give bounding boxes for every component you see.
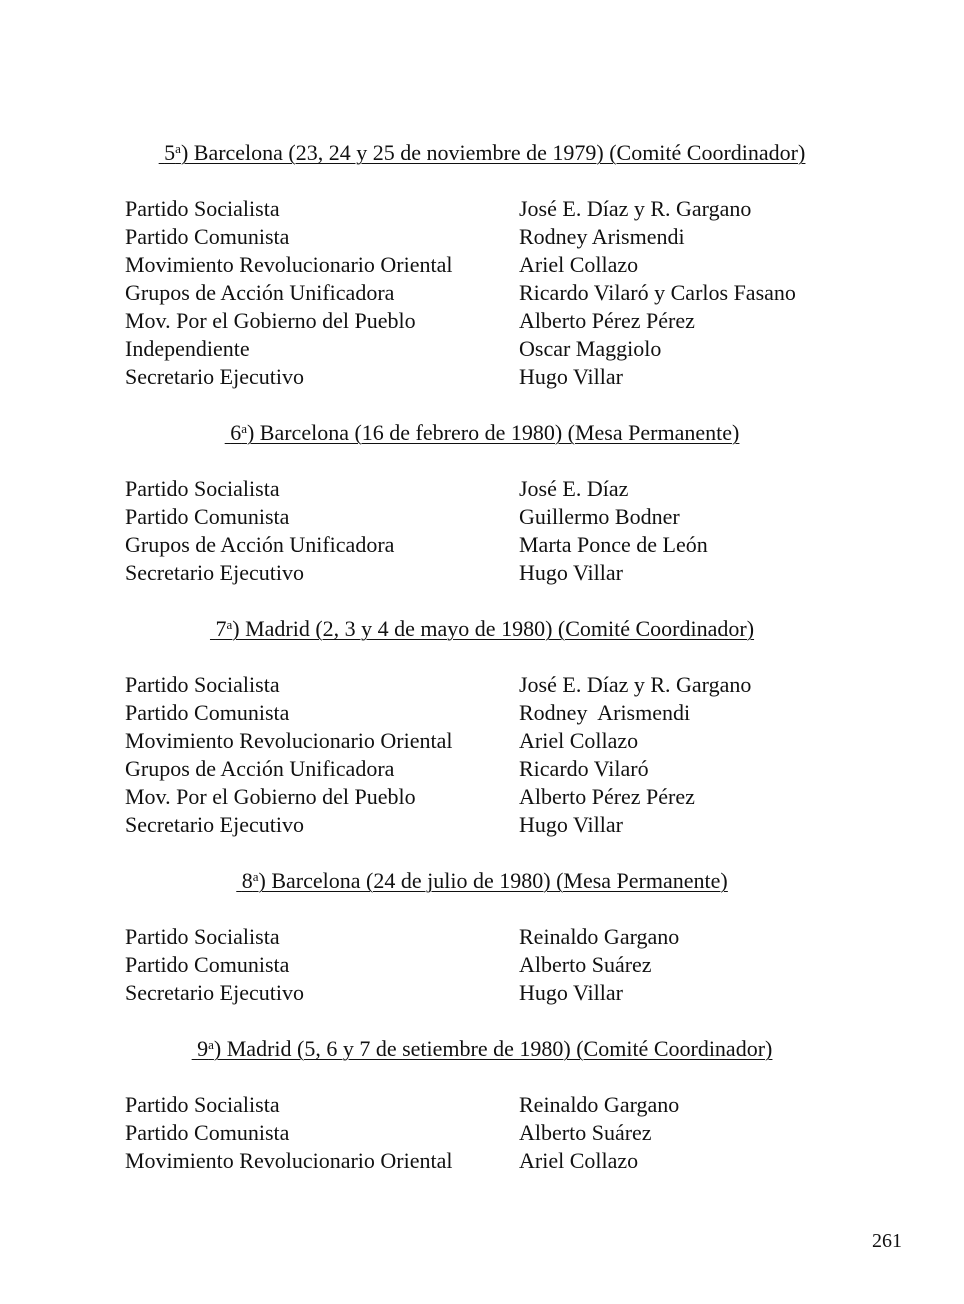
delegates-list <box>125 475 885 587</box>
delegate-name: Alberto Pérez Pérez <box>519 784 695 809</box>
section-title: ) Barcelona (23, 24 y 25 de noviembre de 1979) (Comité Coordinador) <box>180 140 806 165</box>
section-title: ) Barcelona (24 de julio de 1980) (Mesa Permanente) <box>258 868 728 893</box>
delegate-name: Oscar Maggiolo <box>519 336 662 361</box>
party-name: Partido Socialista <box>125 196 280 221</box>
party-name: Partido Comunista <box>125 1120 290 1145</box>
delegate-row <box>125 503 885 531</box>
section-ordinal: a <box>241 421 247 436</box>
section-title: ) Barcelona (16 de febrero de 1980) (Mesa Permanente) <box>246 420 740 445</box>
section-heading <box>0 419 964 447</box>
party-name: Secretario Ejecutivo <box>125 364 304 389</box>
delegate-row <box>125 951 885 979</box>
delegate-name: José E. Díaz y R. Gargano <box>519 672 752 697</box>
section-number: 8 <box>241 868 253 893</box>
delegate-row <box>125 279 885 307</box>
party-name: Mov. Por el Gobierno del Pueblo <box>125 784 416 809</box>
party-name: Partido Comunista <box>125 224 290 249</box>
section-heading-text <box>236 868 727 893</box>
party-name: Partido Socialista <box>125 476 280 501</box>
delegate-name: Reinaldo Gargano <box>519 924 680 949</box>
section-ordinal: a <box>208 1037 214 1052</box>
delegate-name: Alberto Suárez <box>519 1120 652 1145</box>
delegate-name: Hugo Villar <box>519 812 623 837</box>
party-name: Secretario Ejecutivo <box>125 560 304 585</box>
delegate-name: Ariel Collazo <box>519 728 639 753</box>
delegate-row <box>125 727 885 755</box>
delegate-row <box>125 811 885 839</box>
party-name: Partido Comunista <box>125 700 290 725</box>
delegate-name: Reinaldo Gargano <box>519 1092 680 1117</box>
section-number: 6 <box>230 420 242 445</box>
delegate-name: José E. Díaz <box>519 476 629 501</box>
delegate-row <box>125 223 885 251</box>
delegate-name: Ricardo Vilaró y Carlos Fasano <box>519 280 796 305</box>
delegate-row <box>125 755 885 783</box>
section-title: ) Madrid (5, 6 y 7 de setiembre de 1980) (Comité Coordinador) <box>213 1036 773 1061</box>
section-heading <box>0 1035 964 1063</box>
delegates-list <box>125 671 885 839</box>
delegate-name: Hugo Villar <box>519 364 623 389</box>
party-name: Partido Socialista <box>125 924 280 949</box>
delegate-row <box>125 699 885 727</box>
delegates-list <box>125 1091 885 1175</box>
section-heading <box>0 867 964 895</box>
party-name: Grupos de Acción Unificadora <box>125 756 395 781</box>
delegate-row <box>125 251 885 279</box>
section-ordinal: a <box>175 141 181 156</box>
delegates-list <box>125 923 885 1007</box>
delegate-row <box>125 783 885 811</box>
delegate-name: Marta Ponce de León <box>519 532 708 557</box>
section-number: 5 <box>164 140 176 165</box>
section-number: 9 <box>197 1036 209 1061</box>
party-name: Grupos de Acción Unificadora <box>125 280 395 305</box>
delegate-row <box>125 923 885 951</box>
party-name: Partido Socialista <box>125 1092 280 1117</box>
delegates-list <box>125 195 885 391</box>
section-heading-text <box>225 420 740 445</box>
party-name: Movimiento Revolucionario Oriental <box>125 728 453 753</box>
section-ordinal: a <box>252 869 259 884</box>
section-heading-text <box>210 616 754 641</box>
delegate-name: Guillermo Bodner <box>519 504 680 529</box>
delegate-name: Alberto Suárez <box>519 952 652 977</box>
party-name: Mov. Por el Gobierno del Pueblo <box>125 308 416 333</box>
section-ordinal: a <box>226 617 233 632</box>
delegate-name: Rodney Arismendi <box>519 224 685 249</box>
delegate-row <box>125 335 885 363</box>
party-name: Grupos de Acción Unificadora <box>125 532 395 557</box>
delegate-name: Ricardo Vilaró <box>519 756 649 781</box>
party-name: Secretario Ejecutivo <box>125 980 304 1005</box>
delegate-row <box>125 671 885 699</box>
section-number: 7 <box>215 616 227 641</box>
section-title: ) Madrid (2, 3 y 4 de mayo de 1980) (Comité Coordinador) <box>232 616 755 641</box>
party-name: Movimiento Revolucionario Oriental <box>125 252 453 277</box>
delegate-name: Hugo Villar <box>519 980 623 1005</box>
delegate-name: Alberto Pérez Pérez <box>519 308 695 333</box>
section-heading <box>0 615 964 643</box>
party-name: Partido Socialista <box>125 672 280 697</box>
party-name: Movimiento Revolucionario Oriental <box>125 1148 453 1173</box>
delegate-row <box>125 307 885 335</box>
section-heading-text <box>159 140 806 165</box>
party-name: Partido Comunista <box>125 952 290 977</box>
party-name: Partido Comunista <box>125 504 290 529</box>
party-name: Secretario Ejecutivo <box>125 812 304 837</box>
delegate-name: José E. Díaz y R. Gargano <box>519 196 752 221</box>
delegate-row <box>125 979 885 1007</box>
delegate-row <box>125 475 885 503</box>
delegate-row <box>125 195 885 223</box>
delegate-name: Rodney Arismendi <box>519 700 691 725</box>
delegate-row <box>125 531 885 559</box>
delegate-row <box>125 363 885 391</box>
party-name: Independiente <box>125 336 250 361</box>
page-number: 261 <box>872 1230 902 1252</box>
delegate-row <box>125 1119 885 1147</box>
delegate-row <box>125 1091 885 1119</box>
delegate-name: Ariel Collazo <box>519 1148 639 1173</box>
delegate-row <box>125 1147 885 1175</box>
delegate-row <box>125 559 885 587</box>
section-heading <box>0 139 964 167</box>
delegate-name: Hugo Villar <box>519 560 623 585</box>
section-heading-text <box>192 1036 773 1061</box>
delegate-name: Ariel Collazo <box>519 252 639 277</box>
